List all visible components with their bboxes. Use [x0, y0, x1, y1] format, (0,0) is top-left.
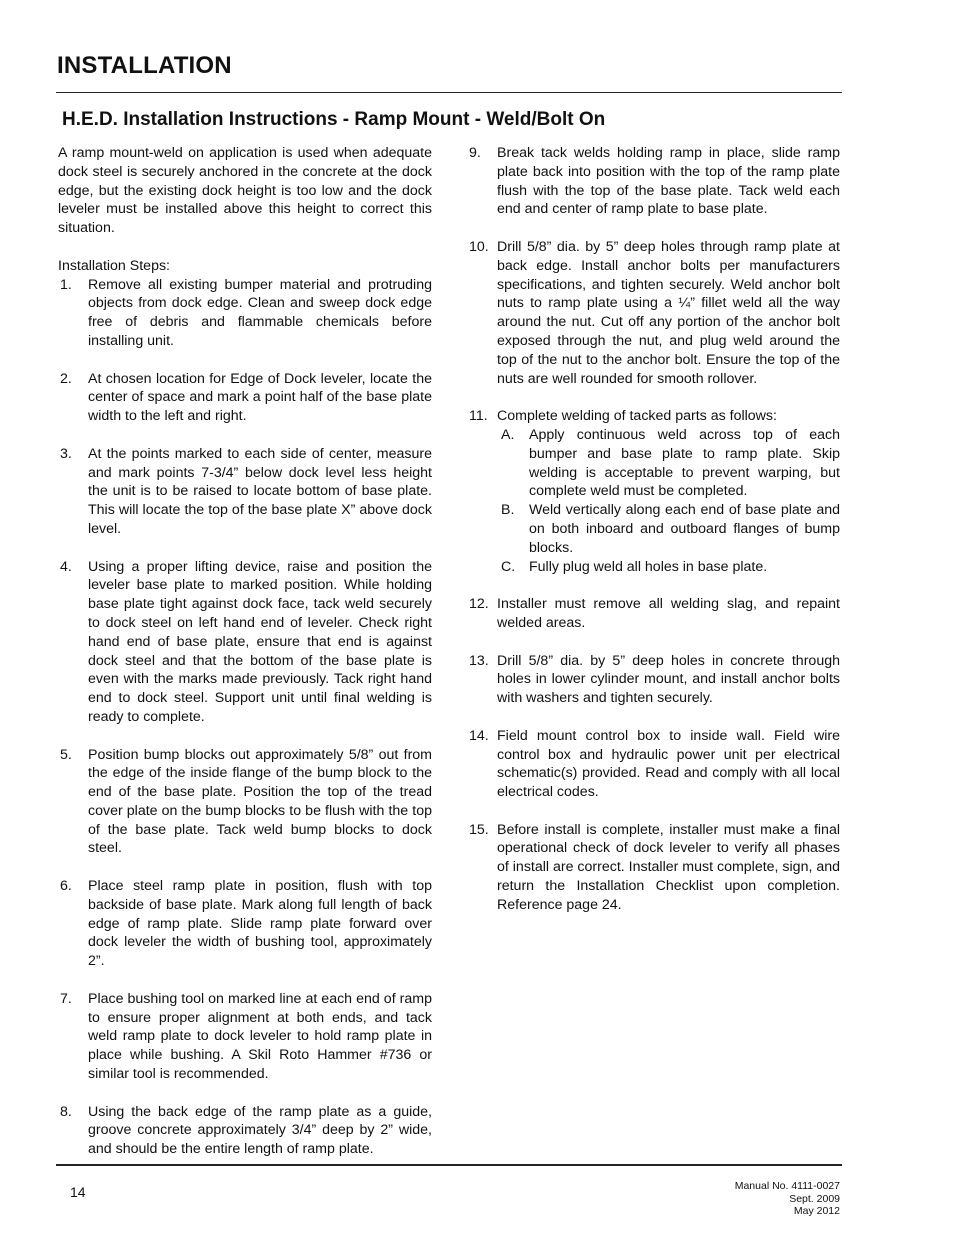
step-13	[467, 652, 840, 708]
substep-letter: C.	[501, 558, 516, 575]
intro-paragraph: A ramp mount-weld on application is used when adequate dock steel is securely anchored in the concrete at the dock edge, but the existing dock height is too low and the dock leveler must be installed above this height to correct this situation.	[58, 145, 432, 237]
step-10	[467, 238, 840, 388]
substep-a	[497, 426, 840, 501]
step-12	[467, 595, 840, 633]
step-number: 1.	[60, 276, 72, 293]
left-column	[58, 144, 432, 1178]
revision-date: May 2012	[793, 1205, 840, 1217]
step-number: 9.	[469, 145, 481, 161]
footer-divider	[56, 1164, 842, 1166]
page-number: 14	[70, 1184, 86, 1200]
step-text: At chosen location for Edge of Dock leveler, locate the center of space and mark a point half of the base plate width to the left and right.	[88, 370, 432, 425]
substep-text: Apply continuous weld across top of each bumper and base plate to ramp plate. Skip welding is acceptable to prevent warping, but complete weld must be completed.	[529, 426, 840, 500]
step-number: 3.	[60, 445, 72, 462]
step-text: Place steel ramp plate in position, flush with top backside of base plate. Mark along full length of back edge of ramp plate. Slide ramp plate forward over dock leveler the width of bushing tool, approximately 2”.	[88, 878, 432, 970]
step-number: 11.	[469, 408, 488, 425]
section-subtitle: H.E.D. Installation Instructions - Ramp Mount - Weld/Bolt On	[62, 109, 606, 130]
page-title: INSTALLATION	[57, 52, 232, 79]
step-15	[467, 821, 840, 915]
step-text: Drill 5/8” dia. by 5” deep holes through ramp plate at back edge. Install anchor bolts per manufacturers specifications, and tighten securely. Weld anchor bolt nuts to ramp plate using a ¼” fillet weld all the way around the nut. Cut off any portion of the anchor bolt exposed through the nut, and plug weld around the top of the nut to the anchor bolt. Ensure the top of the nuts are well rounded for smooth rollover.	[497, 238, 840, 387]
step-text: Using the back edge of the ramp plate as a guide, groove concrete approximately 3/4” deep by 2” wide, and should be the entire length of ramp plate.	[88, 1103, 432, 1158]
step-9	[467, 144, 840, 219]
footer-meta	[735, 1180, 840, 1218]
step-number: 2.	[60, 370, 72, 387]
step-5	[58, 746, 432, 859]
step-text: Position bump blocks out approximately 5/8” out from the edge of the inside flange of the bump block to the end of the base plate. Position the top of the tread cover plate on the bump blocks to be flush with the top of the base plate. Tack weld bump blocks to dock steel.	[88, 746, 432, 857]
step-number: 5.	[60, 746, 72, 763]
step-number: 4.	[60, 558, 72, 575]
step-text: Using a proper lifting device, raise and position the leveler base plate to marked position. While holding base plate tight against dock face, tack weld securely to dock steel on left hand end of leveler. Check right hand end of base plate, ensure that end is against dock steel and that the bottom of the base plate is even with the marks made previously. Tack right hand end to dock steel. Support unit until final welding is ready to complete.	[88, 558, 432, 725]
step-3	[58, 445, 432, 539]
substep-b	[497, 501, 840, 557]
step-number: 7.	[60, 990, 72, 1007]
right-column	[467, 144, 840, 933]
manual-number: Manual No. 4111-0027	[734, 1180, 840, 1192]
step-1	[58, 276, 432, 351]
step-6	[58, 877, 432, 971]
substep-letter: B.	[501, 502, 515, 519]
revision-date: Sept. 2009	[789, 1192, 840, 1205]
step-14	[467, 727, 840, 802]
step-number: 8.	[60, 1103, 72, 1120]
steps-heading: Installation Steps:	[58, 257, 170, 274]
substep-text: Weld vertically along each end of base plate and on both inboard and outboard flanges of bump blocks.	[529, 502, 840, 556]
substep-text: Fully plug weld all holes in base plate.	[529, 558, 768, 575]
step-11	[467, 407, 840, 576]
step-text: Place bushing tool on marked line at each end of ramp to ensure proper alignment at both ends, and tack weld ramp plate to dock leveler to hold ramp plate in place while bushing. A Skil Roto Hammer #736 or similar tool is recommended.	[88, 990, 432, 1083]
step-text: At the points marked to each side of center, measure and mark points 7-3/4” below dock level less height the unit is to be raised to locate bottom of base plate. This will locate the top of the base plate X” above dock level.	[88, 445, 432, 537]
substep-letter: A.	[501, 426, 515, 443]
step-text: Installer must remove all welding slag, and repaint welded areas.	[497, 596, 840, 631]
step-number: 13.	[469, 652, 489, 669]
step-8	[58, 1103, 432, 1159]
step-number: 15.	[469, 821, 489, 838]
step-7	[58, 990, 432, 1084]
step-number: 12.	[469, 596, 489, 613]
step-text: Complete welding of tacked parts as follows:	[497, 408, 777, 425]
step-text: Before install is complete, installer must make a final operational check of dock leveler to verify all phases of install are correct. Installer must complete, sign, and return the Installation Checklist upon completion. Reference page 24.	[497, 821, 841, 913]
step-text: Remove all existing bumper material and protruding objects from dock edge. Clean and sweep dock edge free of debris and flammable chemicals before installing unit.	[88, 276, 432, 349]
step-number: 14.	[469, 727, 489, 744]
step-text: Field mount control box to inside wall. Field wire control box and hydraulic power unit per electrical schematic(s) provided. Read and comply with all local electrical codes.	[497, 727, 840, 801]
step-4	[58, 558, 432, 727]
step-text: Break tack welds holding ramp in place, slide ramp plate back into position with the top of the ramp plate flush with the top of the base plate. Tack weld each end and center of ramp plate to base plate.	[497, 145, 840, 218]
step-number: 6.	[60, 878, 72, 895]
header-divider	[56, 92, 842, 93]
steps-list-left	[58, 276, 432, 1159]
substep-c	[497, 558, 840, 577]
step-2	[58, 370, 432, 426]
step-text: Drill 5/8” dia. by 5” deep holes in concrete through holes in lower cylinder mount, and install anchor bolts with washers and tighten securely.	[497, 652, 840, 707]
step-number: 10.	[469, 238, 489, 255]
